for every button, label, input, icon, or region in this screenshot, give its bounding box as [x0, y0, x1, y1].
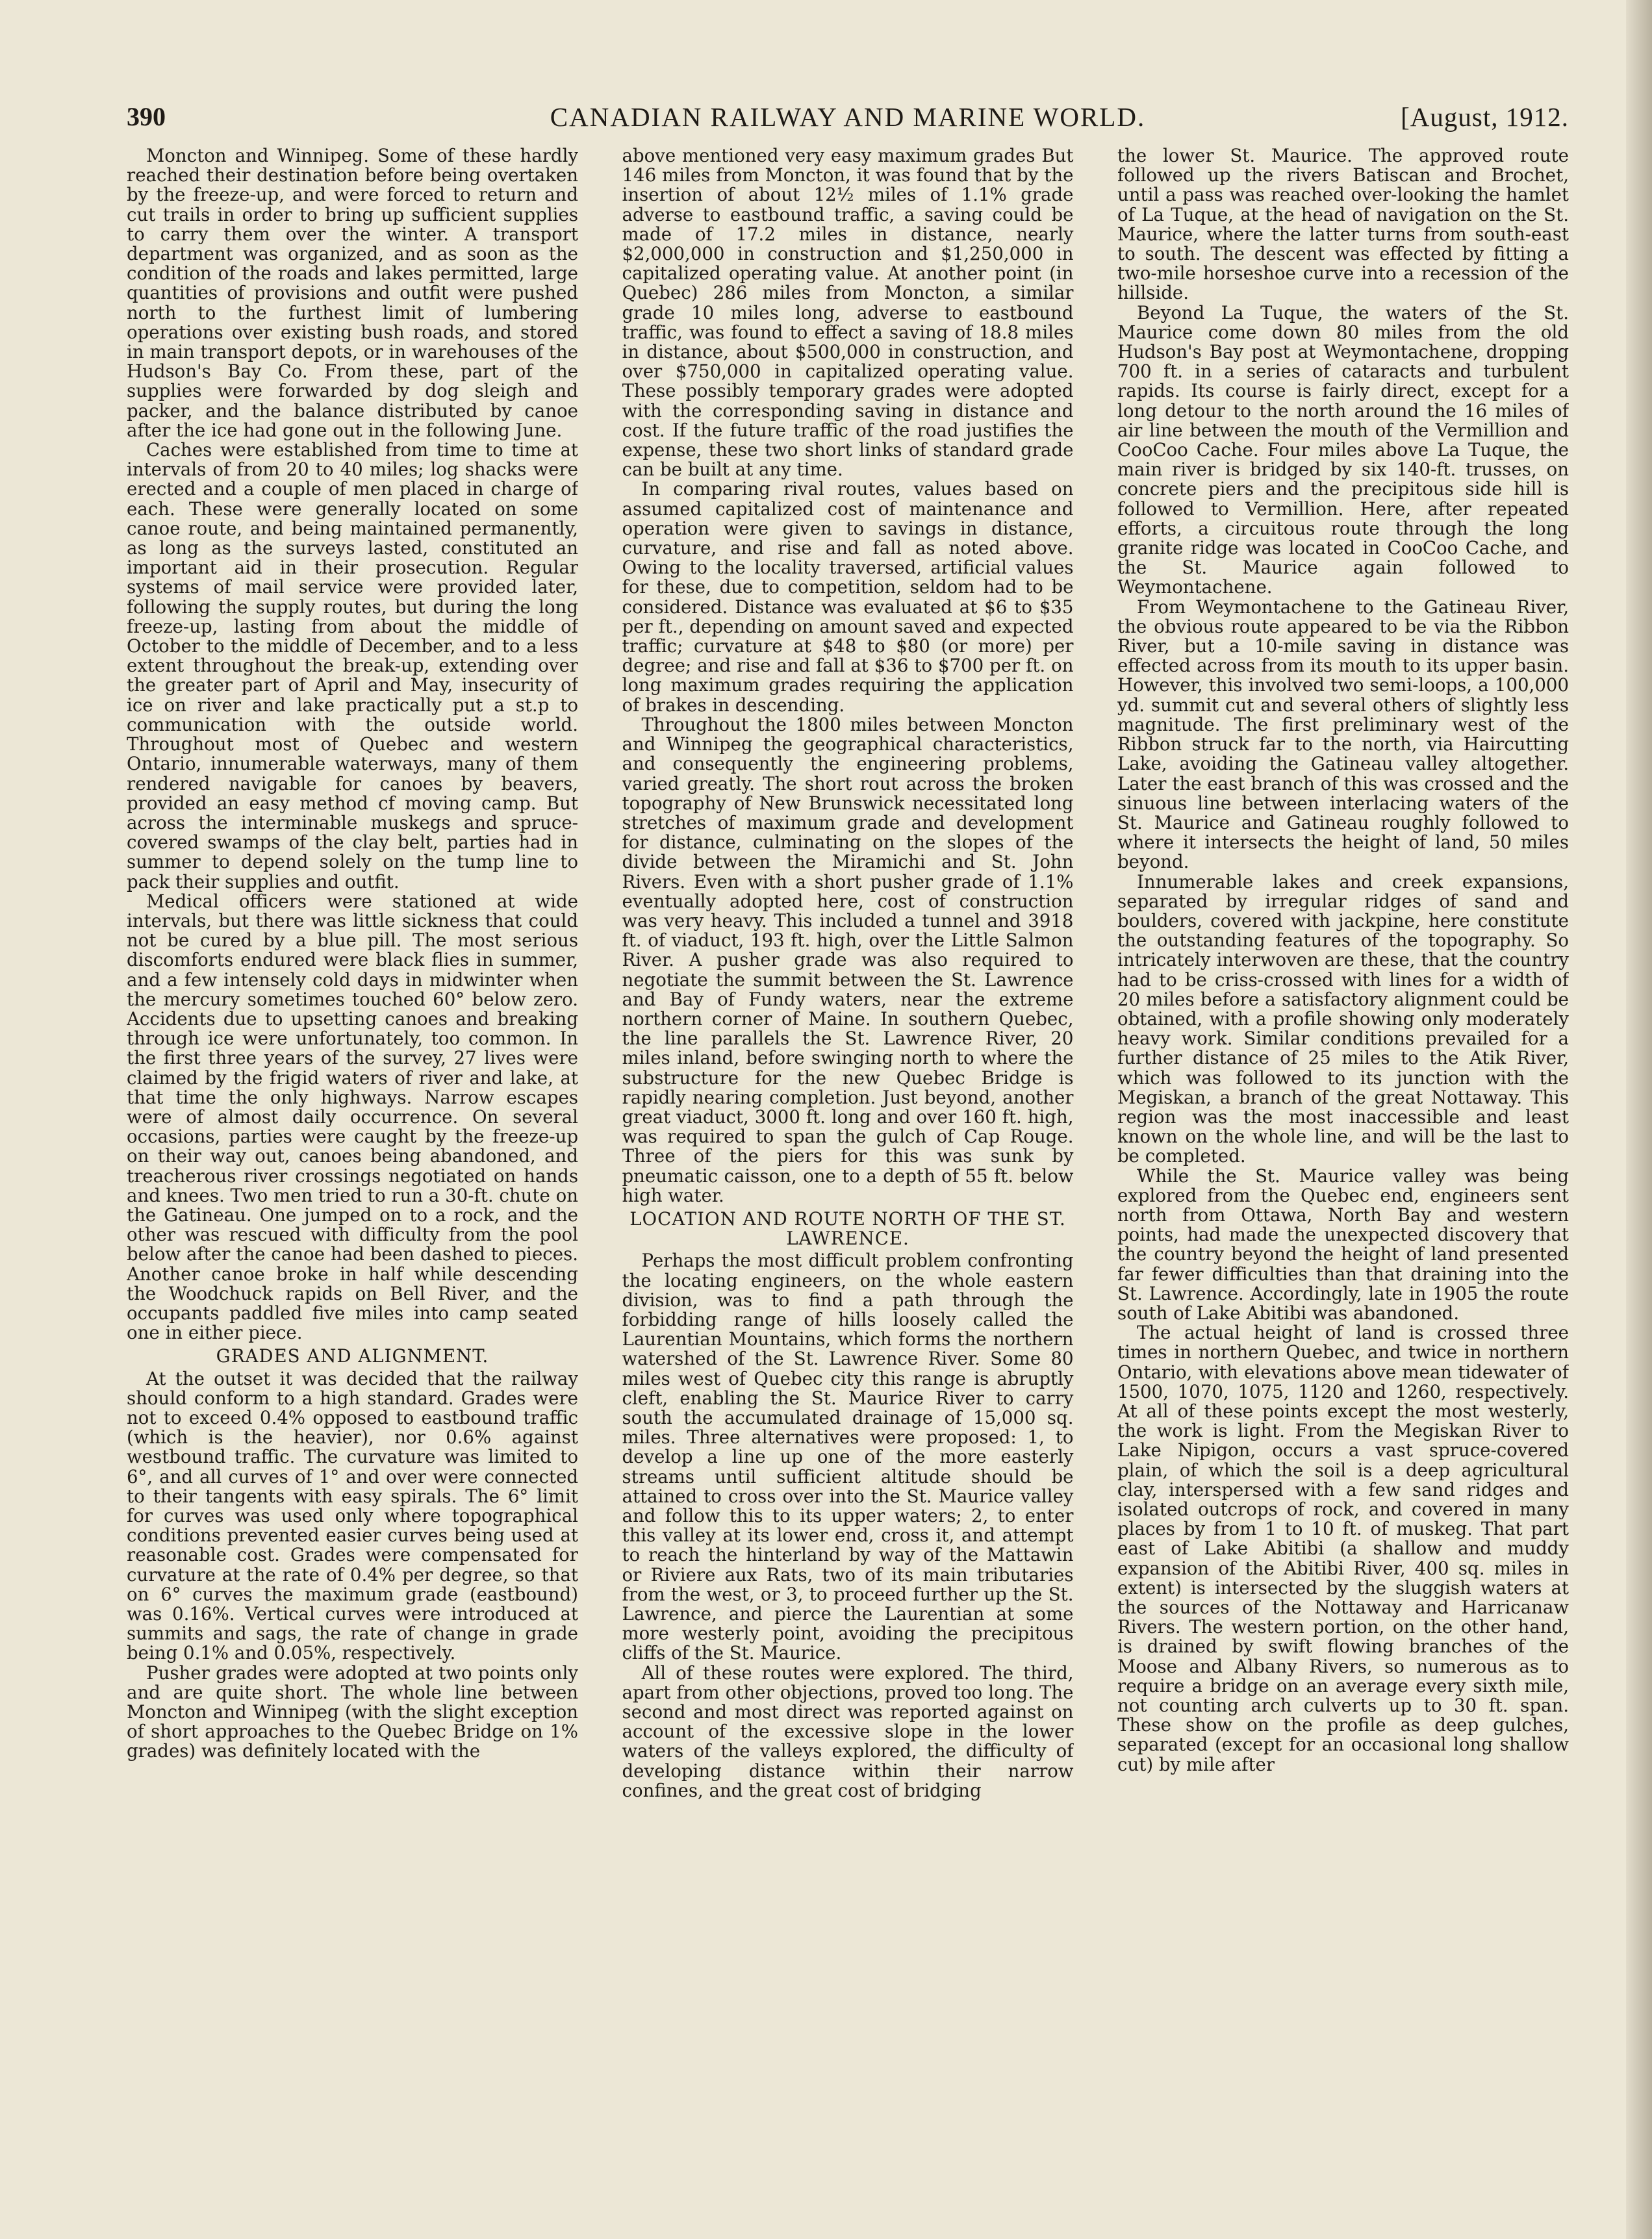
paragraph: At the outset it was decided that the railway should conform to a high standard. Grades were not to exceed 0.4% opposed to eastbound traffic (which is the heavier), nor 0.6% against westbound traffic. The curvature was limited to 6°, and all curves of 1° and over were connected to their tangents with easy spirals. The 6° limit for curves was used only where topographical conditions prevented easier curves being used at reasonable cost. Grades were compensated for curvature at the rate of 0.4% per degree, so that on 6° curves the maximum grade (eastbound) was 0.16%. Vertical curves were introduced at summits and sags, the rate of change in grade being 0.1% and 0.05%, respectively.	[127, 1367, 578, 1664]
paragraph: Medical officers were stationed at wide intervals, but there was little sickness that could not be cured by a blue pill. The most serious discomforts endured were black flies in summer, and a few intensely cold days in midwinter when the mercury sometimes touched 60° below zero. Accidents due to upsetting canoes and breaking through ice were unfortunately, too common. In the first three years of the survey, 27 lives were claimed by the frigid waters of river and lake, at that time the only highways. Narrow escapes were of almost daily occurrence. On several occasions, parties were caught by the freeze-up on their way out, canoes being abandoned, and treacherous river crossings negotiated on hands and knees. Two men tried to run a 30-ft. chute on the Gatineau. One jumped on to a rock, and the other was rescued with difficulty from the pool below after the canoe had been dashed to pieces. Another canoe broke in half while descending the Woodchuck rapids on Bell River, and the occupants paddled five miles into camp seated one in either piece.	[127, 890, 578, 1344]
issue-date: [August, 1912.	[1401, 102, 1569, 132]
paragraph: Beyond La Tuque, the waters of the St. Maurice come down 80 miles from the old Hudson's Bay post at Weymontachene, dropping 700 ft. in a series of cataracts and turbulent rapids. Its course is fairly direct, except for a long detour to the north around the 16 miles of air line between the mouth of the Vermillion and CooCoo Cache. Four miles above La Tuque, the main river is bridged by six 140-ft. trusses, on concrete piers and the precipitous side hill is followed to Vermillion. Here, after repeated efforts, a circuitous route through the long granite ridge was located in CooCoo Cache, and the St. Maurice again followed to Weymontachene.	[1117, 301, 1569, 598]
paragraph: The actual height of land is crossed three times in northern Quebec, and twice in northern Ontario, with elevations above mean tidewater of 1500, 1070, 1075, 1120 and 1260, respectively. At all of these points except the most westerly, the work is light. From the Megiskan River to Lake Nipigon, occurs a vast spruce-covered plain, of which the soil is a deep agricultural clay, interspersed with a few sand ridges and isolated outcrops of rock, and covered in many places by from 1 to 10 ft. of muskeg. That part east of Lake Abitibi (a shallow and muddy expansion of the Abitibi River, 400 sq. miles in extent) is intersected by the sluggish waters at the sources of the Nottaway and Harricanaw Rivers. The western portion, on the other hand, is drained by swift flowing branches of the Moose and Albany Rivers, so numerous as to require a bridge on an average every sixth mile, not counting arch culverts up to 30 ft. span. These show on the profile as deep gulches, separated (except for an occasional long shallow cut) by mile after	[1117, 1322, 1569, 1775]
paragraph: Throughout the 1800 miles between Moncton and Winnipeg the geographical characteristics, and consequently the engineering problems, varied greatly. The short rout across the broken topography of New Brunswick necessitated long stretches of maximum grade and development for distance, culminating on the slopes of the divide between the Miramichi and St. John Rivers. Even with a short pusher grade of 1.1% eventually adopted here, cost of construction was very heavy. This included a tunnel and 3918 ft. of viaduct, 193 ft. high, over the Little Salmon River. A pusher grade was also required to negotiate the summit between the St. Lawrence and Bay of Fundy waters, near the extreme northern corner of Maine. In southern Quebec, the line parallels the St. Lawrence River, 20 miles inland, before swinging north to where the substructure for the new Quebec Bridge is rapidly nearing completion. Just beyond, another great viaduct, 3000 ft. long and over 160 ft. high, was required to span the gulch of Cap Rouge. Three of the piers for this was sunk by pneumatic caisson, one to a depth of 55 ft. below high water.	[622, 713, 1074, 1206]
paragraph: the lower St. Maurice. The approved route followed up the rivers Batiscan and Brochet, until a pass was reached over-looking the hamlet of La Tuque, at the head of navigation on the St. Maurice, where the latter turns from south-east to south. The descent was effected by fitting a two-mile horseshoe curve into a recession of the hillside.	[1117, 146, 1569, 304]
paragraph: All of these routes were explored. The third, apart from other objections, proved too long. The second and most direct was reported against on account of the excessive slope in the lower waters of the valleys explored, the difficulty of developing distance within their narrow confines, and the great cost of bridging	[622, 1662, 1074, 1801]
page-number: 390	[127, 102, 166, 131]
paragraph: In comparing rival routes, values based on assumed capitalized cost of maintenance and operation were given to savings in distance, curvature, and rise and fall as noted above. Owing to the locality traversed, artificial values for these, due to competition, seldom had to be considered. Distance was evaluated at $6 to $35 per ft., depending on amount saved and expected traffic; curvature at $48 to $80 (or more) per degree; and rise and fall at $36 to $700 per ft. on long maximum grades requiring the application of brakes in descending.	[622, 478, 1074, 716]
paragraph: Pusher grades were adopted at two points only and are quite short. The whole line between Moncton and Winnipeg (with the slight exception of short approaches to the Quebec Bridge on 1% grades) was definitely located with the	[127, 1662, 578, 1762]
section-heading: GRADES AND ALIGNMENT.	[216, 1345, 489, 1367]
paragraph: above mentioned very easy maximum grades But 146 miles from Moncton, it was found that by the insertion of about 12½ miles of 1.1% grade adverse to eastbound traffic, a saving could be made of 17.2 miles in distance, nearly $2,000,000 in construction and $1,250,000 in capitalized operating value. At another point (in Quebec) 286 miles from Moncton, a similar grade 10 miles long, adverse to eastbound traffic, was found to effect a saving of 18.8 miles in distance, about $500,000 in construction, and over $750,000 in capitalized operating value. These possibly temporary grades were adopted with the corresponding saving in distance and cost. If the future traffic of the road justifies the expense, these two short links of standard grade can be built at any time.	[622, 146, 1074, 481]
paragraph: While the St. Maurice valley was being explored from the Quebec end, engineers sent north from Ottawa, North Bay and western points, had made the unexpected discovery that the country beyond the height of land presented far fewer difficulties than that draining into the St. Lawrence. Accordingly, late in 1905 the route south of Lake Abitibi was abandoned.	[1117, 1165, 1569, 1324]
column-left	[127, 146, 578, 2147]
page-header	[127, 96, 1569, 142]
page-edge-shadow	[1626, 0, 1652, 2239]
column-middle	[622, 146, 1074, 2147]
paragraph: Moncton and Winnipeg. Some of these hardly reached their destination before being overtaken by the freeze-up, and were forced to return and cut trails in order to bring up sufficient supplies to carry them over the winter. A transport department was organized, and as soon as the condition of the roads and lakes permitted, large quantities of provisions and outfit were pushed north to the furthest limit of lumbering operations over existing bush roads, and stored in main transport depots, or in warehouses of the Hudson's Bay Co. From these, part of the supplies were forwarded by dog sleigh and packer, and the balance distributed by canoe after the ice had gone out in the following June.	[127, 146, 578, 441]
journal-title: CANADIAN RAILWAY AND MARINE WORLD.	[550, 102, 1146, 132]
column-right	[1117, 146, 1569, 2147]
section-heading: LOCATION AND ROUTE NORTH OF THE ST. LAWRENCE.	[629, 1208, 1066, 1250]
article-columns	[127, 146, 1569, 2147]
paragraph: Perhaps the most difficult problem confronting the locating engineers, on the whole eastern division, was to find a path through the forbidding range of hills loosely called the Laurentian Mountains, which forms the northern watershed of the St. Lawrence River. Some 80 miles west of Quebec city this range is abruptly cleft, enabling the St. Maurice River to carry south the accumulated drainage of 15,000 sq. miles. Three alternatives were proposed: 1, to develop a line up one of the more easterly streams until sufficient altitude should be attained to cross over into the St. Maurice valley and follow this to its upper waters; 2, to enter this valley at its lower end, cross it, and attempt to reach the hinterland by way of the Mattawin or Riviere aux Rats, two of its main tributaries from the west, or 3, to proceed further up the St. Lawrence, and pierce the Laurentian at some more westerly point, avoiding the precipitous cliffs of the St. Maurice.	[622, 1250, 1074, 1664]
paragraph: From Weymontachene to the Gatineau River, the obvious route appeared to be via the Ribbon River, but a 10-mile saving in distance was effected across from its mouth to its upper basin. However, this involved two semi-loops, a 100,000 yd. summit cut and several others of slightly less magnitude. The first preliminary west of the Ribbon struck far to the north, via Haircutting Lake, avoiding the Gatineau valley altogether. Later the east branch of this was crossed and the sinuous line between interlacing waters of the St. Maurice and Gatineau roughly followed to where it intersects the height of land, 50 miles beyond.	[1117, 596, 1569, 873]
paragraph: Caches were established from time to time at intervals of from 20 to 40 miles; log shacks were erected and a couple of men placed in charge of each. These were generally located on some canoe route, and being maintained permanently, as long as the surveys lasted, constituted an important aid in their prosecution. Regular systems of mail service were provided later, following the supply routes, but during the long freeze-up, lasting from about the middle of October to the middle of December, and to a less extent throughout the break-up, extending over the greater part of April and May, insecurity of ice on river and lake practically put a st.p to communication with the outside world. Throughout most of Quebec and western Ontario, innumerable waterways, many of them rendered navigable for canoes by beavers, provided an easy method cf moving camp. But across the interminable muskegs and spruce-covered swamps of the clay belt, parties had in summer to depend solely on the tump line to pack their supplies and outfit.	[127, 439, 578, 892]
paragraph: Innumerable lakes and creek expansions, separated by irregular ridges of sand and boulders, covered with jackpine, here constitute the outstanding features of the topography. So intricately interwoven are these, that the country had to be criss-crossed with lines for a width of 20 miles before a satisfactory alignment could be obtained, with a profile showing only moderately heavy work. Similar conditions prevailed for a further distance of 25 miles to the Atik River, which was followed to its junction with the Megiskan, a branch of the great Nottaway. This region was the most inaccessible and least known on the whole line, and will be the last to be completed.	[1117, 870, 1569, 1167]
